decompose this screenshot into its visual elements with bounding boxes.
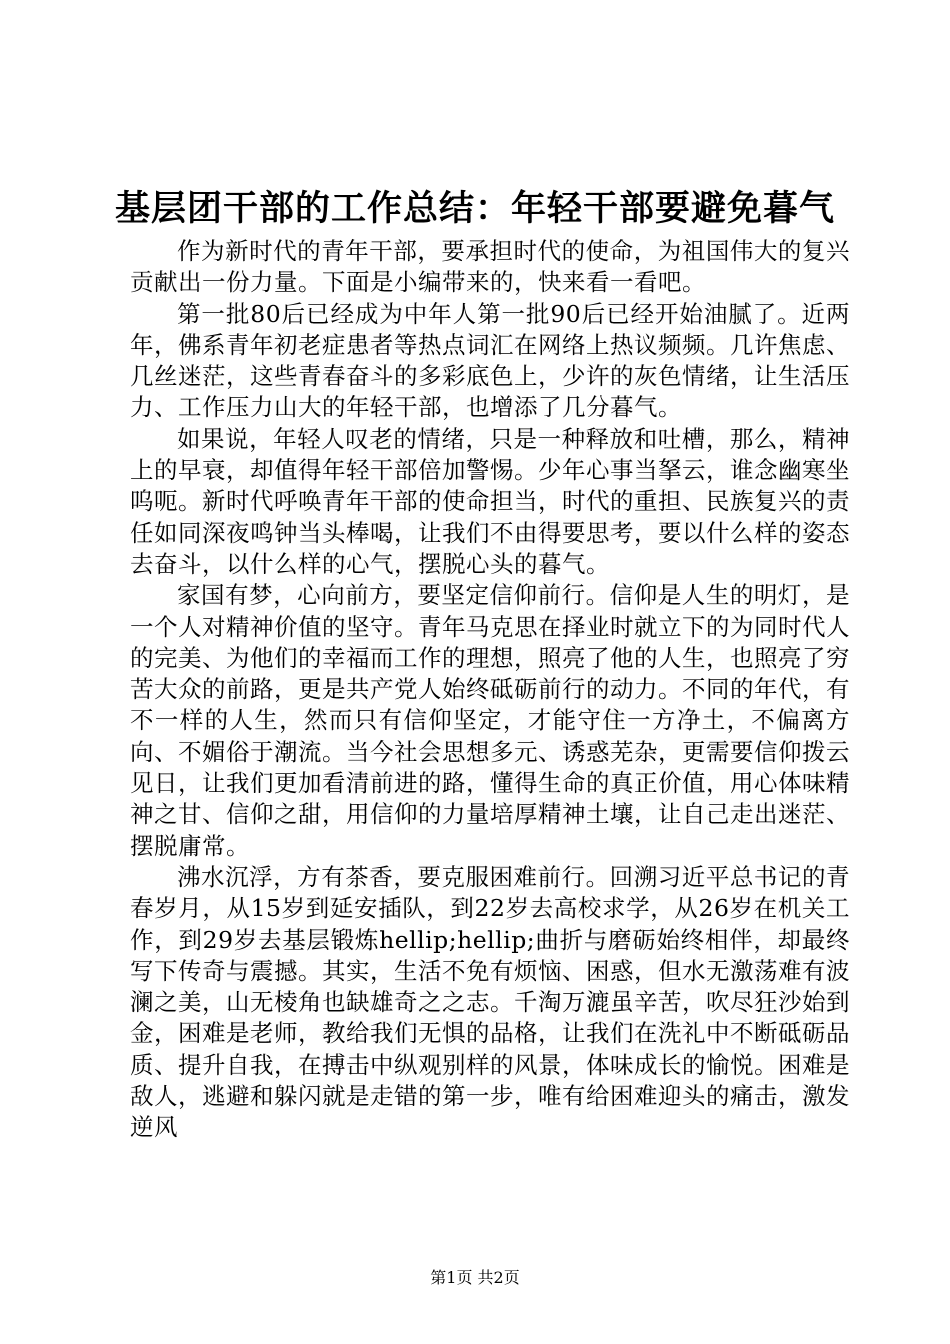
paragraph-faith: 家国有梦，心向前方，要坚定信仰前行。信仰是人生的明灯，是一个人对精神价值的坚守。青年马克思在择业时就立下的为同时代人的完美、为他们的幸福而工作的理想，照亮了他的人生，也照亮了穷苦大众的前路，更是共产党人始终砥砺前行的动力。不同的年代，有不一样的人生，然而只有信仰坚定，才能守住一方净土，不偏离方向、不媚俗于潮流。当今社会思想多元、诱惑芜杂，更需要信仰拨云见日，让我们更加看清前进的路，懂得生命的真正价值，用心体味精神之甘、信仰之甜，用信仰的力量培厚精神土壤，让自己走出迷茫、摆脱庸常。 xyxy=(130,581,850,860)
paragraph-generation: 第一批80后已经成为中年人第一批90后已经开始油腻了。近两年，佛系青年初老症患者等热点词汇在网络上热议频频。几许焦虑、几丝迷茫，这些青春奋斗的多彩底色上，少许的灰色情绪，让生活压力、工作压力山大的年轻干部，也增添了几分暮气。 xyxy=(130,299,850,422)
paragraph-hardship: 沸水沉浮，方有茶香，要克服困难前行。回溯习近平总书记的青春岁月，从15岁到延安插队，到22岁去高校求学，从26岁在机关工作，到29岁去基层锻炼hellip;hellip;曲折与磨砺始终相伴，却最终写下传奇与震撼。其实，生活不免有烦恼、困惑，但水无激荡难有波澜之美，山无棱角也缺雄奇之之志。千淘万漉虽辛苦，吹尽狂沙始到金，困难是老师，教给我们无惧的品格，让我们在洗礼中不断砥砺品质、提升自我，在搏击中纵观别样的风景，体味成长的愉悦。困难是敌人，逃避和躲闪就是走错的第一步，唯有给困难迎头的痛击，激发逆风 xyxy=(130,862,850,1142)
paragraph-intro: 作为新时代的青年干部，要承担时代的使命，为祖国伟大的复兴贡献出一份力量。下面是小编带来的，快来看一看吧。 xyxy=(130,237,850,297)
document-title: 基层团干部的工作总结：年轻干部要避免暮气 xyxy=(114,189,835,229)
page-number-footer: 第1页 共2页 xyxy=(430,1268,520,1287)
paragraph-spirit: 如果说，年轻人叹老的情绪，只是一种释放和吐槽，那么，精神上的早衰，却值得年轻干部倍加警惕。少年心事当拏云，谁念幽寒坐呜呃。新时代呼唤青年干部的使命担当，时代的重担、民族复兴的责任如同深夜鸣钟当头棒喝，让我们不由得要思考，要以什么样的姿态去奋斗，以什么样的心气，摆脱心头的暮气。 xyxy=(130,424,850,578)
document-body xyxy=(130,236,850,1144)
